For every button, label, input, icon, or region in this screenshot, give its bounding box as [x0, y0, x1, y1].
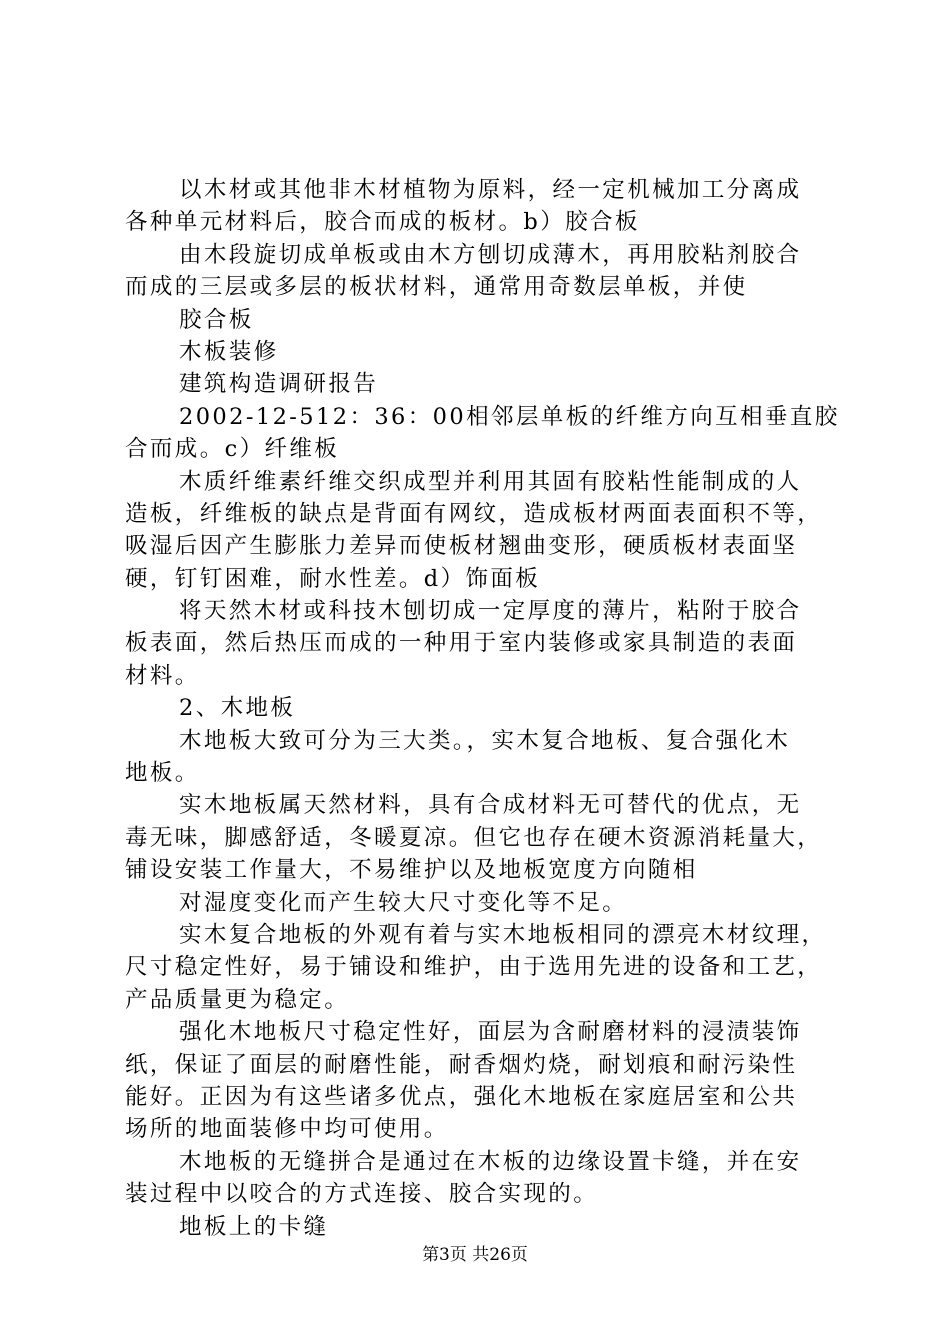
text-line: 建筑构造调研报告	[179, 371, 379, 398]
text-line: 装过程中以咬合的方式连接、胶合实现的。	[125, 1181, 599, 1208]
text-line: 板表面，然后热压而成的一种用于室内装修或家具制造的表面	[125, 630, 798, 657]
text-line: 而成的三层或多层的板状材料，通常用奇数层单板，并使	[125, 274, 748, 301]
text-line: 地板上的卡缝	[179, 1213, 329, 1240]
text-line: 纸，保证了面层的耐磨性能，耐香烟灼烧，耐划痕和耐污染性	[125, 1051, 798, 1078]
text-line: 对湿度变化而产生较大尺寸变化等不足。	[179, 889, 628, 916]
page-footer: 第3页 共26页	[422, 1245, 528, 1265]
document-body	[125, 174, 845, 1243]
text-line: 实木复合地板的外观有着与实木地板相同的漂亮木材纹理，	[179, 921, 827, 948]
text-line: 木地板的无缝拼合是通过在木板的边缘设置卡缝，并在安	[179, 1148, 802, 1175]
text-line: 木质纤维素纤维交织成型并利用其固有胶粘性能制成的人	[179, 468, 802, 495]
text-line: 场所的地面装修中均可使用。	[125, 1116, 449, 1143]
text-line: 合而成。c）纤维板	[125, 436, 340, 463]
text-line: 造板，纤维板的缺点是背面有网纹，造成板材两面表面积不等，	[125, 500, 823, 527]
text-line: 2002-12-512：36：00相邻层单板的纤维方向互相垂直胶	[179, 403, 840, 430]
text-line: 产品质量更为稳定。	[125, 986, 350, 1013]
text-line: 胶合板	[179, 306, 254, 333]
text-line: 各种单元材料后，胶合而成的板材。b）胶合板	[125, 209, 640, 236]
text-line: 材料。	[125, 662, 200, 689]
text-line: 铺设安装工作量大，不易维护以及地板宽度方向随相	[125, 857, 698, 884]
text-line: 以木材或其他非木材植物为原料，经一定机械加工分离成	[179, 177, 802, 203]
text-line: 硬，钉钉困难，耐水性差。d）饰面板	[125, 565, 541, 592]
text-line: 能好。正因为有这些诸多优点，强化木地板在家庭居室和公共	[125, 1083, 798, 1110]
text-line: 木板装修	[179, 338, 279, 365]
text-line: 2、木地板	[179, 695, 296, 722]
text-line: 将天然木材或科技木刨切成一定厚度的薄片，粘附于胶合	[179, 598, 802, 625]
text-line: 尺寸稳定性好，易于铺设和维护，由于选用先进的设备和工艺，	[125, 954, 823, 981]
text-line: 由木段旋切成单板或由木方刨切成薄木，再用胶粘剂胶合	[179, 241, 802, 268]
text-line: 实木地板属天然材料，具有合成材料无可替代的优点，无	[179, 792, 802, 819]
text-line: 强化木地板尺寸稳定性好，面层为含耐磨材料的浸渍装饰	[179, 1019, 802, 1046]
text-line: 毒无味，脚感舒适，冬暖夏凉。但它也存在硬木资源消耗量大，	[125, 824, 823, 851]
text-line: 吸湿后因产生膨胀力差异而使板材翘曲变形，硬质板材表面坚	[125, 533, 798, 560]
text-line: 木地板大致可分为三大类。，实木复合地板、复合强化木	[179, 727, 791, 754]
text-line: 地板。	[125, 760, 200, 787]
